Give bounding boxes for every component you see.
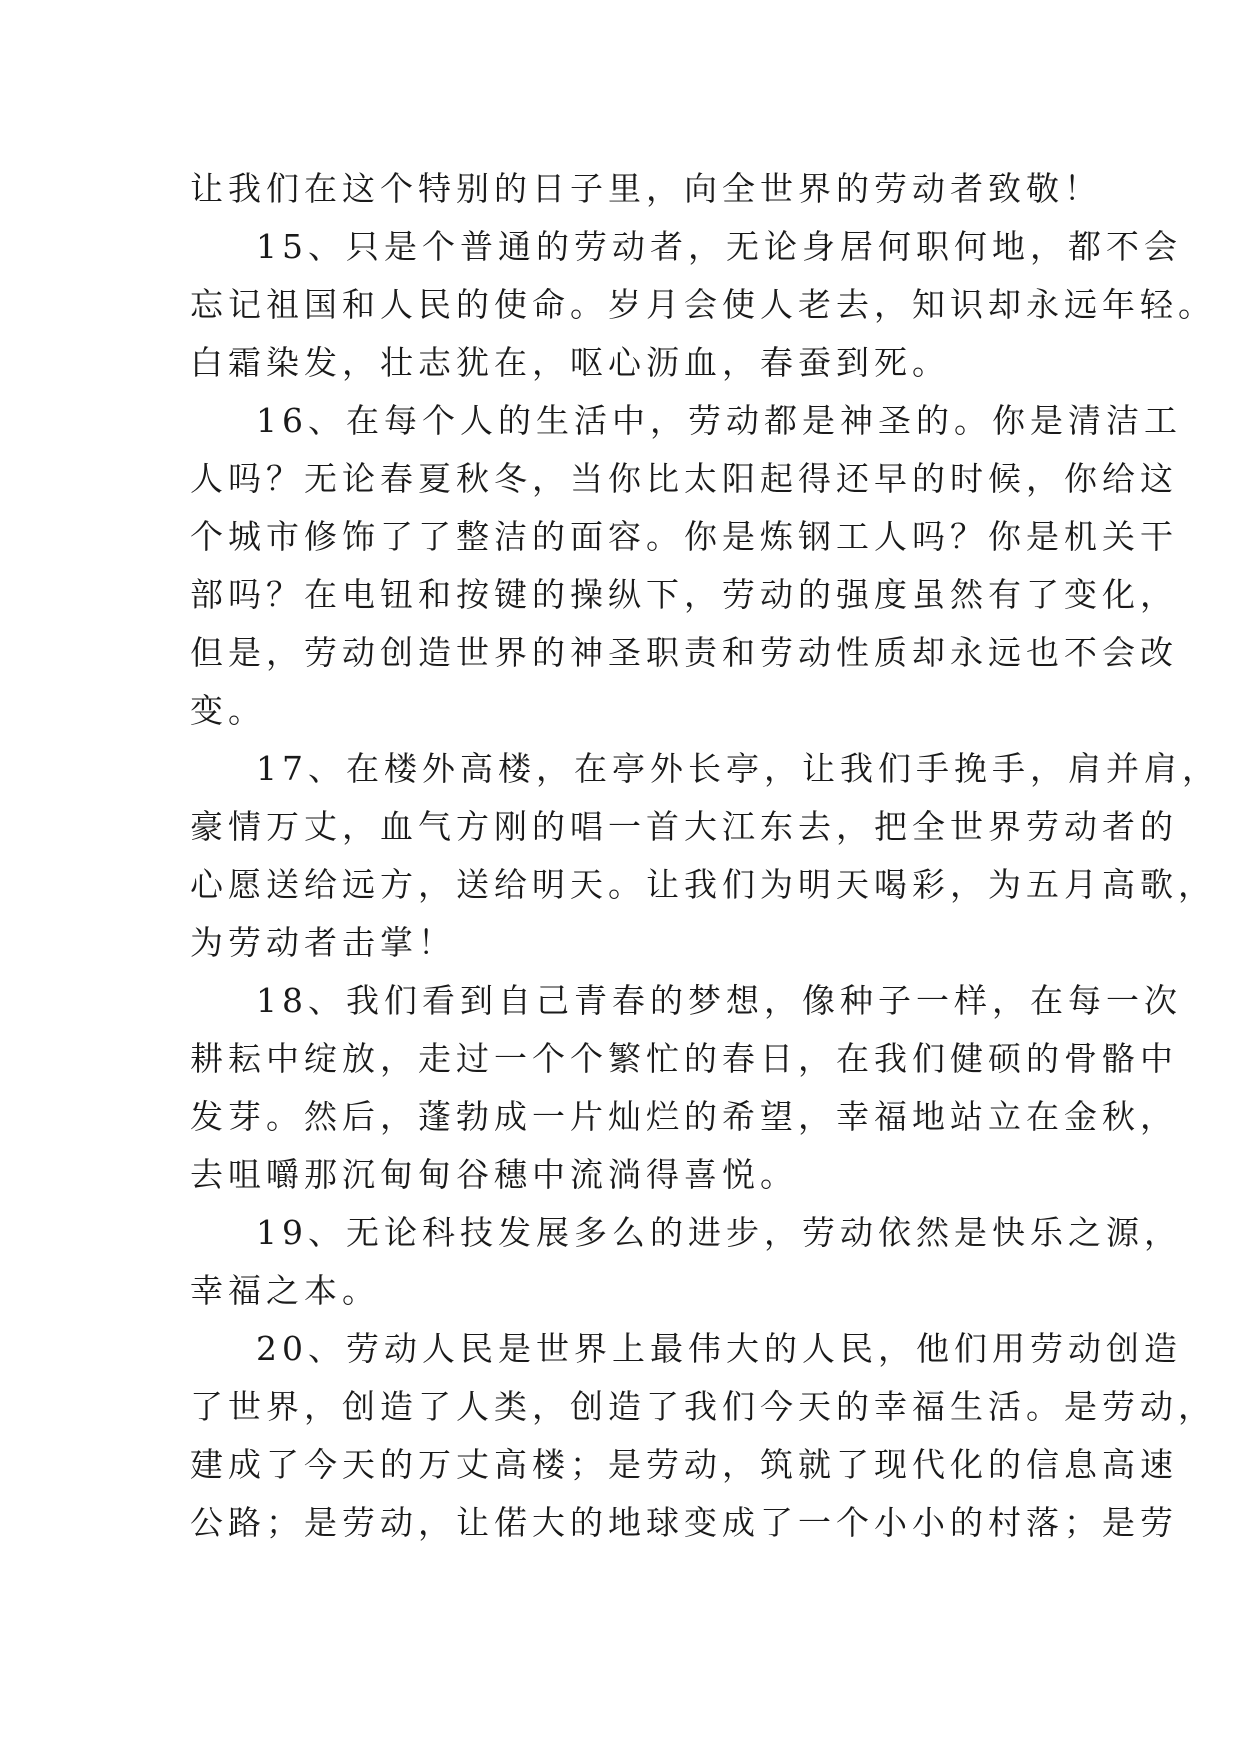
paragraph-15-line: 15、只是个普通的劳动者，无论身居何职何地，都不会	[256, 227, 1182, 266]
text-line: 心愿送给远方，送给明天。让我们为明天喝彩，为五月高歌，	[190, 865, 1216, 904]
text-line: 豪情万丈，血气方刚的唱一首大江东去，把全世界劳动者的	[190, 807, 1178, 846]
text-line: 耕耘中绽放，走过一个个繁忙的春日，在我们健硕的骨骼中	[190, 1039, 1178, 1078]
paragraph-18-line: 18、我们看到自己青春的梦想，像种子一样，在每一次	[256, 981, 1182, 1020]
text-line: 幸福之本。	[190, 1271, 380, 1310]
document-body	[190, 160, 1220, 1552]
text-line: 为劳动者击掌！	[190, 923, 456, 962]
text-line: 人吗？无论春夏秋冬，当你比太阳起得还早的时候，你给这	[190, 459, 1178, 498]
text-line: 去咀嚼那沉甸甸谷穗中流淌得喜悦。	[190, 1155, 798, 1194]
paragraph-16-line: 16、在每个人的生活中，劳动都是神圣的。你是清洁工	[256, 401, 1182, 440]
paragraph-19-line: 19、无论科技发展多么的进步，劳动依然是快乐之源，	[256, 1213, 1182, 1252]
paragraph-20-line: 20、劳动人民是世界上最伟大的人民，他们用劳动创造	[256, 1329, 1182, 1368]
text-line: 但是，劳动创造世界的神圣职责和劳动性质却永远也不会改	[190, 633, 1178, 672]
text-line: 发芽。然后，蓬勃成一片灿烂的希望，幸福地站立在金秋，	[190, 1097, 1178, 1136]
text-line: 了世界，创造了人类，创造了我们今天的幸福生活。是劳动，	[190, 1387, 1216, 1426]
text-line: 公路；是劳动，让偌大的地球变成了一个小小的村落；是劳	[190, 1503, 1178, 1542]
text-line: 部吗？在电钮和按键的操纵下，劳动的强度虽然有了变化，	[190, 575, 1178, 614]
text-line: 建成了今天的万丈高楼；是劳动，筑就了现代化的信息高速	[190, 1445, 1178, 1484]
text-line: 忘记祖国和人民的使命。岁月会使人老去，知识却永远年轻。	[190, 285, 1216, 324]
text-line: 变。	[190, 691, 266, 730]
text-line: 白霜染发，壮志犹在，呕心沥血，春蚕到死。	[190, 343, 950, 382]
text-line: 个城市修饰了了整洁的面容。你是炼钢工人吗？你是机关干	[190, 517, 1178, 556]
paragraph-17-line: 17、在楼外高楼，在亭外长亭，让我们手挽手，肩并肩，	[256, 749, 1220, 788]
text-line: 让我们在这个特别的日子里，向全世界的劳动者致敬！	[190, 169, 1102, 208]
